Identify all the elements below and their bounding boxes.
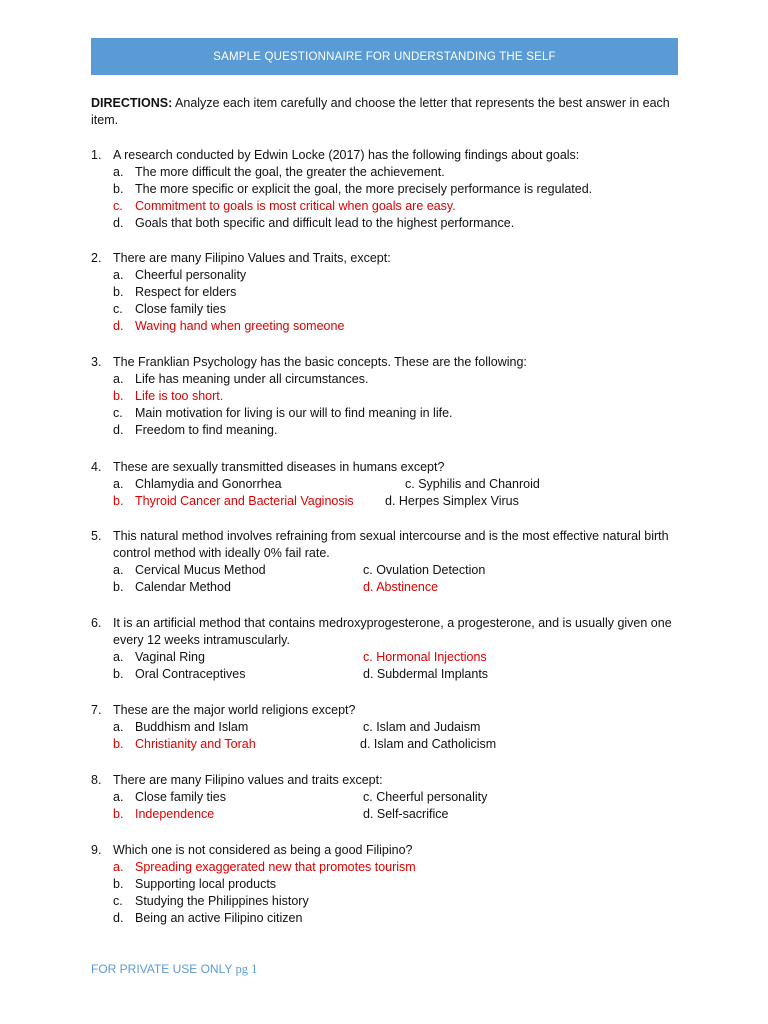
question-9: 9. Which one is not considered as being a good Filipino? a. Spreading exaggerated new that promotes tourism b. Supporting local products c. Studying the Philippines history d. Being an active Filipino citizen [91, 842, 681, 927]
question-3: 3. The Franklian Psychology has the basic concepts. These are the following: a. Life has meaning under all circumstances. b. Life is too short. c. Main motivation for living is our will to find meaning in life. d. Freedom to find meaning. [91, 354, 681, 439]
question-6: 6. It is an artificial method that contains medroxyprogesterone, a progesterone, and is usually given one every 12 weeks intramuscularly. a. Vaginal Ring c. Hormonal Injections b. Oral Contraceptives d. Subdermal Implants [91, 615, 681, 683]
option-row: b. Oral Contraceptives d. Subdermal Implants [113, 667, 489, 681]
directions [91, 95, 681, 129]
option-row: a. Close family ties c. Cheerful personality [113, 790, 488, 804]
option-a-answer: a. Spreading exaggerated new that promotes tourism [113, 860, 416, 874]
footer-text: FOR PRIVATE USE ONLY [91, 962, 233, 976]
option-b: b. Supporting local products [113, 877, 277, 891]
directions-label: DIRECTIONS: [91, 96, 173, 110]
option-c: c. Main motivation for living is our will to find meaning in life. [113, 406, 453, 420]
option-b: b. The more specific or explicit the goal, the more precisely performance is regulated. [113, 182, 593, 196]
option-row: b. Christianity and Torah d. Islam and Catholicism [113, 737, 497, 751]
document-title: SAMPLE QUESTIONNAIRE FOR UNDERSTANDING THE SELF [91, 38, 678, 75]
option-b-answer: b. Life is too short. [113, 389, 224, 403]
question-8: 8. There are many Filipino values and traits except: a. Close family ties c. Cheerful personality b. Independence d. Self-sacrifice [91, 772, 681, 823]
option-c: c. Studying the Philippines history [113, 894, 309, 908]
option-c-answer: c. Commitment to goals is most critical when goals are easy. [113, 199, 456, 213]
option-row: a. Chlamydia and Gonorrhea c. Syphilis and Chanroid [113, 477, 540, 491]
page-footer [91, 962, 257, 977]
option-d: d. Being an active Filipino citizen [113, 911, 303, 925]
directions-text: Analyze each item carefully and choose the letter that represents the best answer in each item. [91, 96, 670, 127]
option-a: a. Life has meaning under all circumstances. [113, 372, 369, 386]
option-row: b. Thyroid Cancer and Bacterial Vaginosis d. Herpes Simplex Virus [113, 494, 519, 508]
option-row: a. Vaginal Ring c. Hormonal Injections [113, 650, 487, 664]
option-b: b. Respect for elders [113, 285, 237, 299]
option-d: d. Goals that both specific and difficult lead to the highest performance. [113, 216, 515, 230]
question-stem: A research conducted by Edwin Locke (2017) has the following findings about goals: [113, 148, 580, 162]
option-d: d. Freedom to find meaning. [113, 423, 278, 437]
option-row: a. Cervical Mucus Method c. Ovulation Detection [113, 563, 486, 577]
option-row: b. Calendar Method d. Abstinence [113, 580, 439, 594]
page-number: pg 1 [232, 962, 258, 976]
option-row: b. Independence d. Self-sacrifice [113, 807, 449, 821]
question-2: 2. There are many Filipino Values and Traits, except: a. Cheerful personality b. Respect for elders c. Close family ties d. Waving hand when greeting someone [91, 250, 681, 335]
question-4: 4. These are sexually transmitted diseases in humans except? a. Chlamydia and Gonorrhea c. Syphilis and Chanroid b. Thyroid Cancer and Bacterial Vaginosis d. Herpes Simplex Virus [91, 459, 681, 510]
option-d-answer: d. Waving hand when greeting someone [113, 319, 345, 333]
question-5: 5. This natural method involves refraining from sexual intercourse and is the most effective natural birth control method with ideally 0% fail rate. a. Cervical Mucus Method c. Ovulation Detection b. Calendar Method d. Abstinence [91, 528, 681, 596]
question-number: 1. [91, 148, 102, 162]
option-a: a. Cheerful personality [113, 268, 247, 282]
option-row: a. Buddhism and Islam c. Islam and Judaism [113, 720, 481, 734]
question-1 [91, 147, 681, 232]
question-7: 7. These are the major world religions except? a. Buddhism and Islam c. Islam and Judaism b. Christianity and Torah d. Islam and Catholicism [91, 702, 681, 753]
option-a: a. The more difficult the goal, the greater the achievement. [113, 165, 445, 179]
option-c: c. Close family ties [113, 302, 226, 316]
